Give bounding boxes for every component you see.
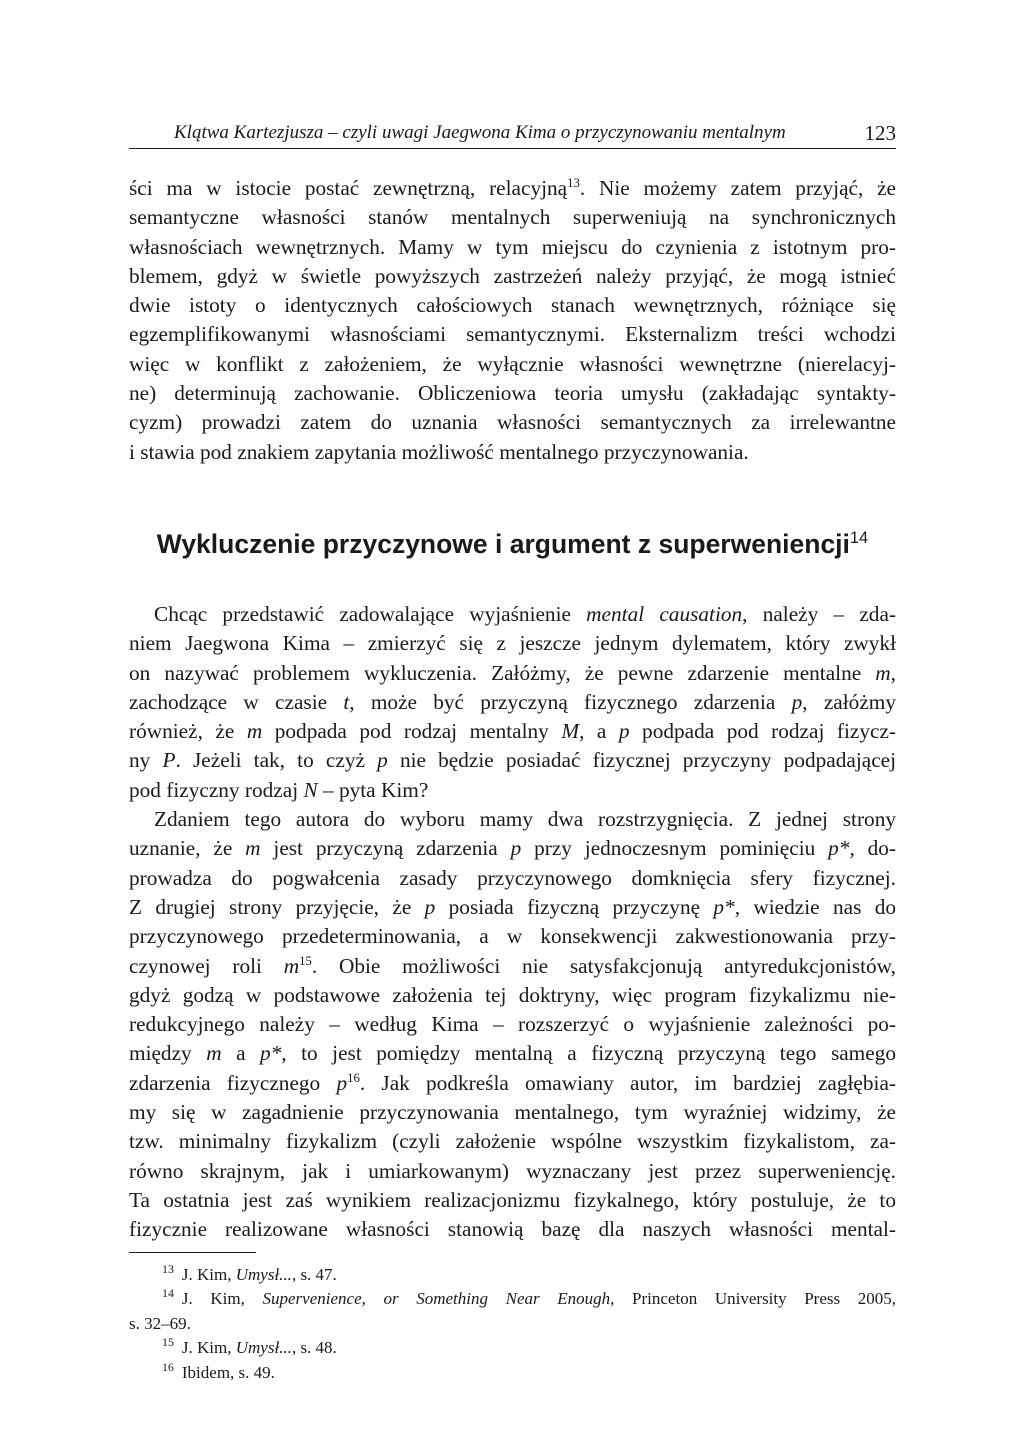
footnote-ref-15[interactable]: 15 [299,953,312,968]
text-line: zdarzenia fizycznego $p^{16}$. Jak podkreśla omawiany autor, im bardziej zagłębia- [129,1070,896,1095]
text-line: cyzm) prowadzi zatem do uznania własności semantycznych za irrelewantne [129,410,896,435]
text-line: uznanie, że m jest przyczyną zdarzenia p przy jednoczesnym pominięciu p*, do- [129,836,897,861]
footnote-14-continuation: s. 32–69. [129,1313,191,1333]
paragraph [129,805,896,1244]
text-line: ne) determinują zachowanie. Obliczeniowa teoria umysłu (zakładając syntakty- [129,381,896,406]
text-line: egzemplifikowanymi własnościami semantycznymi. Eksternalizm treści wchodzi [129,322,896,347]
text-line: również, że m podpada pod rodzaj mentalny M, a p podpada pod rodzaj fizycz- [129,719,896,744]
footnote-divider [129,1252,256,1253]
text-line: fizycznie realizowane własności stanowią bazę dla naszych własności mental- [129,1217,896,1242]
footnote-ref-16[interactable]: 16 [347,1070,360,1085]
text-line: czynowej roli $m^{15}$. Obie możliwości nie satysfakcjonują antyredukcjonistów, [129,953,896,978]
running-title: Klątwa Kartezjusza – czyli uwagi Jaegwona Kima o przyczynowaniu mentalnym [174,122,786,143]
footnote-13: $^{13}$ J. Kim, Umysł..., s. 47. [162,1261,337,1284]
text-line: blemem, gdyż w świetle powyższych zastrzeżeń należy przyjąć, że mogą istnieć [129,263,896,288]
text-line: my się w zagadnienie przyczynowania mentalnego, tym wyraźniej widzimy, że [129,1100,896,1125]
text-line: Ta ostatnia jest zaś wynikiem realizacjonizmu fizykalnego, który postuluje, że to [129,1187,896,1212]
text-line: Z drugiej strony przyjęcie, że p posiada fizyczną przyczynę p*, wiedzie nas do [129,894,897,919]
text-line: semantyczne własności stanów mentalnych superweniują na synchronicznych [129,205,896,230]
text-line: pod fizyczny rodzaj N – pyta Kim? [129,777,429,802]
text-line: on nazywać problemem wykluczenia. Załóżmy, że pewne zdarzenie mentalne m, [129,660,896,685]
running-header [129,110,896,149]
page-number: 123 [864,121,896,145]
text-line: Zdaniem tego autora do wyboru mamy dwa rozstrzygnięcia. Z jednej strony [154,807,896,832]
paragraph [129,600,896,805]
text-line: prowadza do pogwałcenia zasady przyczynowego domknięcia sfery fizycznej. [129,865,896,890]
section-heading: Wykluczenie przyczynowe i argument z superweniencji$^{14}$ [156,528,869,559]
text-line: tzw. minimalny fizykalizm (czyli założenie wspólne wszystkim fizykalistom, za- [129,1129,896,1154]
text-line: równo skrajnym, jak i umiarkowanym) wyznaczany jest przez superweniencję. [129,1158,896,1183]
text-line: Chcąc przedstawić zadowalające wyjaśnienie mental causation, należy – zda- [154,601,897,626]
text-line: własnościach wewnętrznych. Mamy w tym miejscu do czynienia z istotnym pro- [129,234,896,259]
text-line: dwie istoty o identycznych całościowych stanach wewnętrznych, różniące się [129,293,896,318]
text-line: gdyż godzą w podstawowe założenia tej doktryny, więc program fizykalizmu nie- [129,982,896,1007]
text-line: zachodzące w czasie t, może być przyczyną fizycznego zdarzenia p, załóżmy [129,689,896,714]
text-line: i stawia pod znakiem zapytania możliwość mentalnego przyczynowania. [129,439,749,464]
footnote-14: $^{14}$ J. Kim, Supervenience, or Something Near Enough, Princeton University Press 2005, [162,1286,896,1308]
footnote-15: $^{15}$ J. Kim, Umysł..., s. 48. [162,1335,337,1357]
text-line: ny P. Jeżeli tak, to czyż p nie będzie posiadać fizycznej przyczyny podpadającej [129,748,897,773]
book-page [129,110,896,1385]
text-line: niem Jaegwona Kima – zmierzyć się z jeszcze jednym dylematem, który zwykł [129,631,896,656]
text-line: ści ma w istocie postać zewnętrzną, relacyjną$^{13}$. Nie możemy zatem przyjąć, że [129,175,896,200]
footnote-ref-13[interactable]: 13 [567,175,580,190]
text-line: przyczynowego przedeterminowania, a w konsekwencji zakwestionowania przy- [129,924,896,949]
text-line: redukcyjnego należy – według Kima – rozszerzyć o wyjaśnienie zależności po- [129,1012,896,1037]
footnote-16: $^{16}$ Ibidem, s. 49. [162,1359,275,1382]
footnote-ref-14[interactable]: 14 [849,529,869,548]
footnotes [129,1263,896,1386]
text-line: między m a p*, to jest pomiędzy mentalną a fizyczną przyczyną tego samego [129,1041,896,1066]
paragraph-continuation [129,174,896,467]
text-line: więc w konflikt z założeniem, że wyłącznie własności wewnętrzne (nierelacyj- [129,351,896,376]
